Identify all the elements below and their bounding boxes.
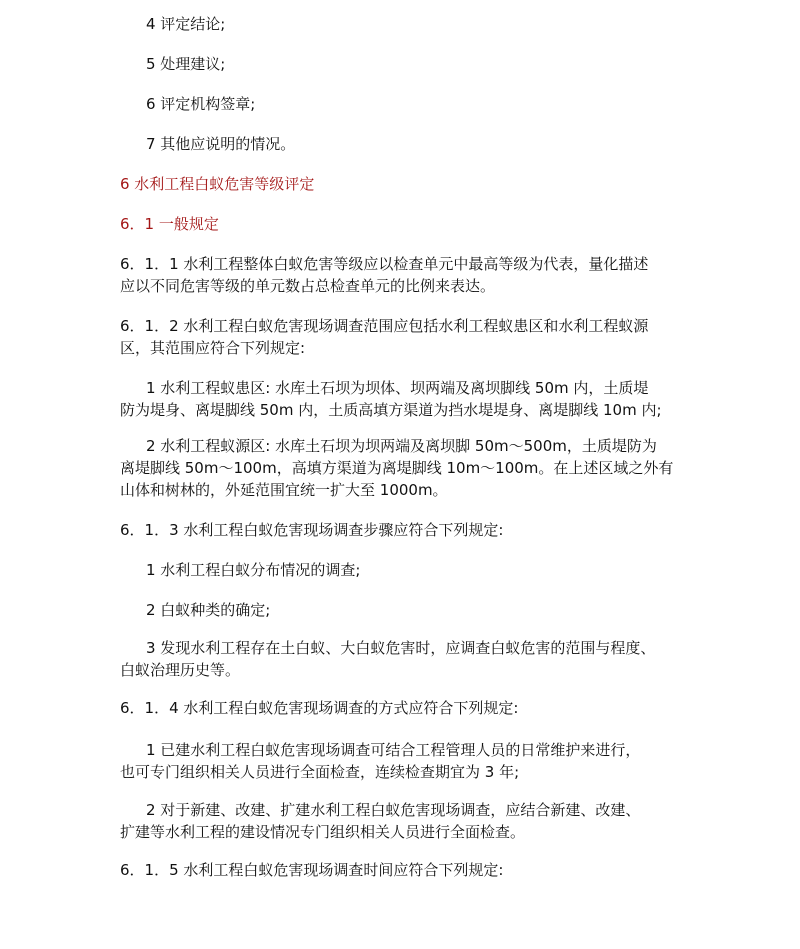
list-item-6: 6 评定机构签章;	[146, 95, 256, 113]
clause-6-1-3-item-3-line-1: 3 发现水利工程存在土白蚁、大白蚁危害时，应调查白蚁危害的范围与程度、	[146, 639, 656, 657]
clause-6-1-2-item-1-line-2: 防为堤身、离堤脚线 50m 内，土质高填方渠道为挡水堤堤身、离堤脚线 10m 内;	[120, 401, 662, 419]
clause-6-1-4-item-1-line-1: 1 已建水利工程白蚁危害现场调查可结合工程管理人员的日常维护来进行，	[146, 741, 641, 759]
list-item-7: 7 其他应说明的情况。	[146, 135, 296, 153]
list-item-5: 5 处理建议;	[146, 55, 226, 73]
clause-6-1-3-line-1: 6．1．3 水利工程白蚁危害现场调查步骤应符合下列规定:	[120, 521, 504, 539]
clause-6-1-3-item-2: 2 白蚁种类的确定;	[146, 601, 271, 619]
clause-6-1-5-line-1: 6．1．5 水利工程白蚁危害现场调查时间应符合下列规定:	[120, 861, 504, 879]
clause-6-1-4-item-2-line-1: 2 对于新建、改建、扩建水利工程白蚁危害现场调查，应结合新建、改建、	[146, 801, 641, 819]
clause-6-1-2-item-2-line-1: 2 水利工程蚁源区: 水库土石坝为坝两端及离坝脚 50m～500m，土质堤防为	[146, 437, 657, 455]
clause-6-1-2-line-1: 6．1．2 水利工程白蚁危害现场调查范围应包括水利工程蚁患区和水利工程蚁源	[120, 317, 649, 335]
clause-6-1-1-line-1: 6．1．1 水利工程整体白蚁危害等级应以检查单元中最高等级为代表，量化描述	[120, 255, 649, 273]
section-heading-6-1: 6．1 一般规定	[120, 215, 219, 233]
clause-6-1-2-item-2-line-3: 山体和树林的，外延范围宜统一扩大至 1000m。	[120, 481, 448, 499]
clause-6-1-2-item-1-line-1: 1 水利工程蚁患区: 水库土石坝为坝体、坝两端及离坝脚线 50m 内，土质堤	[146, 379, 649, 397]
section-heading-6: 6 水利工程白蚁危害等级评定	[120, 175, 315, 193]
clause-6-1-3-item-1: 1 水利工程白蚁分布情况的调查;	[146, 561, 361, 579]
list-item-4: 4 评定结论;	[146, 15, 226, 33]
clause-6-1-1-line-2: 应以不同危害等级的单元数占总检查单元的比例来表达。	[120, 277, 496, 295]
clause-6-1-3-item-3-line-2: 白蚁治理历史等。	[120, 661, 241, 679]
clause-6-1-4-item-1-line-2: 也可专门组织相关人员进行全面检查，连续检查期宜为 3 年;	[120, 763, 520, 781]
clause-6-1-4-item-2-line-2: 扩建等水利工程的建设情况专门组织相关人员进行全面检查。	[120, 823, 526, 841]
clause-6-1-2-item-2-line-2: 离堤脚线 50m～100m，高填方渠道为离堤脚线 10m～100m。在上述区域之外有	[120, 459, 674, 477]
clause-6-1-2-line-2: 区，其范围应符合下列规定:	[120, 339, 306, 357]
clause-6-1-4-line-1: 6．1．4 水利工程白蚁危害现场调查的方式应符合下列规定:	[120, 699, 519, 717]
